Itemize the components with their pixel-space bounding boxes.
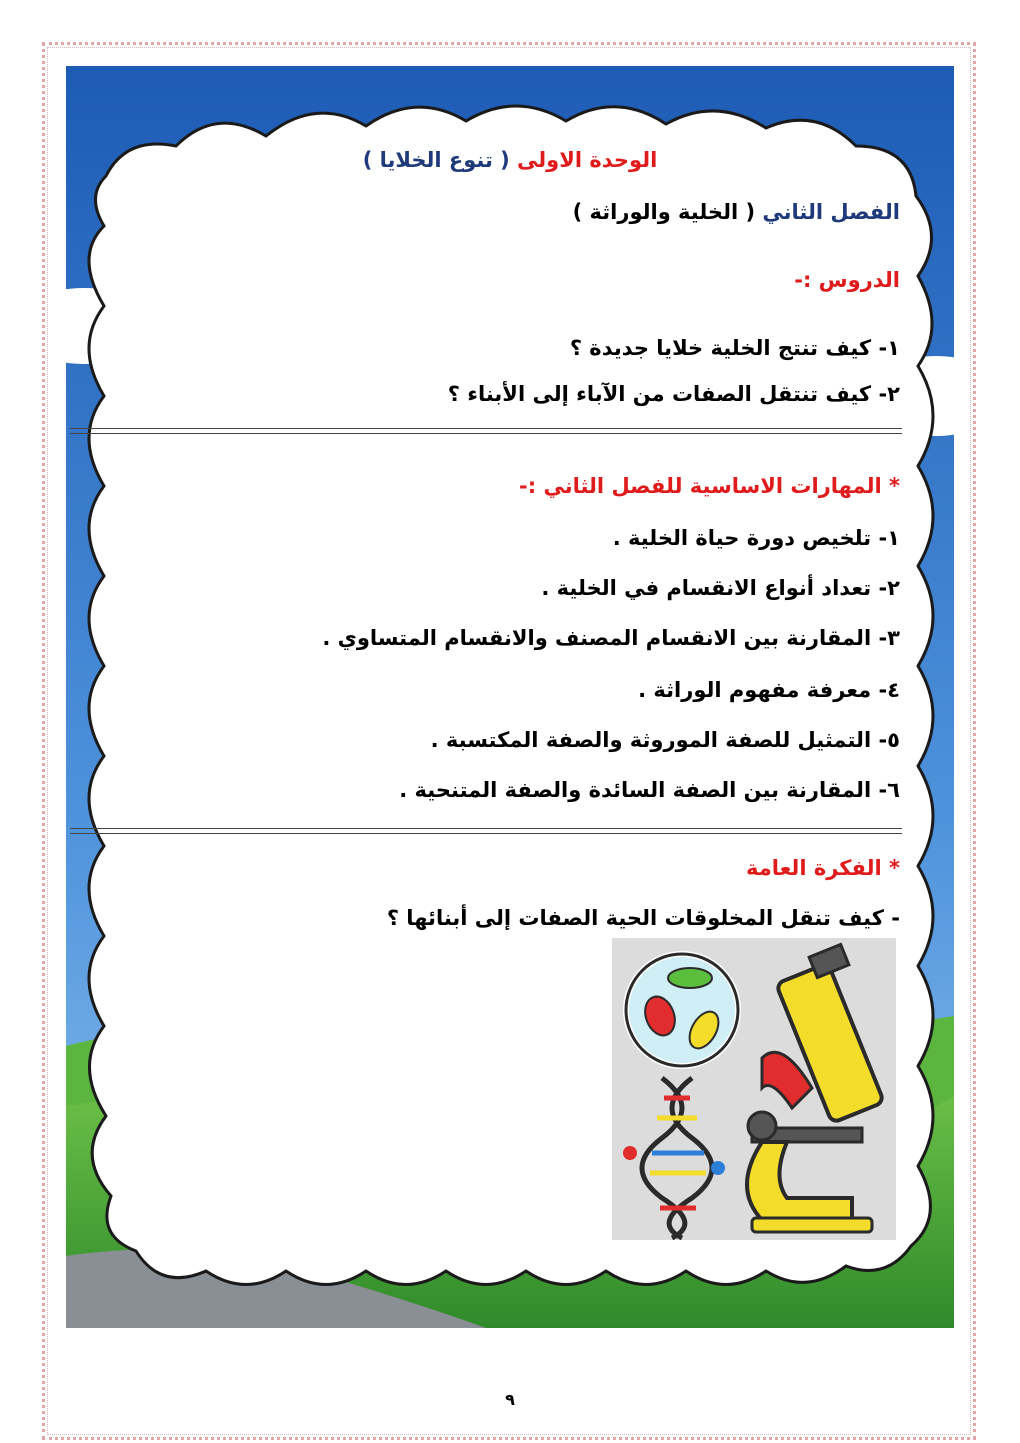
skill-item: ٥- التمثيل للصفة الموروثة والصفة المكتسبة . [430,728,900,752]
skill-item: ٦- المقارنة بين الصفة السائدة والصفة المتنحية . [399,778,900,802]
chapter-prefix: الفصل الثاني [762,200,900,224]
skill-item: ٣- المقارنة بين الانقسام المصنف والانقسام المتساوي . [322,626,900,650]
separator [70,828,902,834]
lessons-heading: الدروس :- [794,268,900,292]
separator [70,428,902,434]
unit-title [0,148,1020,172]
unit-prefix: الوحدة الاولى [517,148,658,172]
chapter-title [573,200,900,224]
general-idea-heading: * الفكرة العامة [745,856,900,880]
unit-name: ( تنوع الخلايا ) [362,148,510,172]
skill-item: ١- تلخيص دورة حياة الخلية . [612,526,900,550]
science-illustration [612,938,896,1240]
skills-heading: * المهارات الاساسية للفصل الثاني :- [519,474,900,498]
page-number: ٩ [505,1390,515,1409]
lesson-item: ١- كيف تنتج الخلية خلايا جديدة ؟ [569,336,900,360]
general-idea-question: - كيف تنقل المخلوقات الحية الصفات إلى أبنائها ؟ [386,906,900,930]
skill-item: ٤- معرفة مفهوم الوراثة . [638,678,900,702]
chapter-name: ( الخلية والوراثة ) [572,200,756,224]
lesson-item: ٢- كيف تنتقل الصفات من الآباء إلى الأبناء ؟ [447,382,900,406]
skill-item: ٢- تعداد أنواع الانقسام في الخلية . [541,576,900,600]
bacteria-icon [626,954,738,1066]
